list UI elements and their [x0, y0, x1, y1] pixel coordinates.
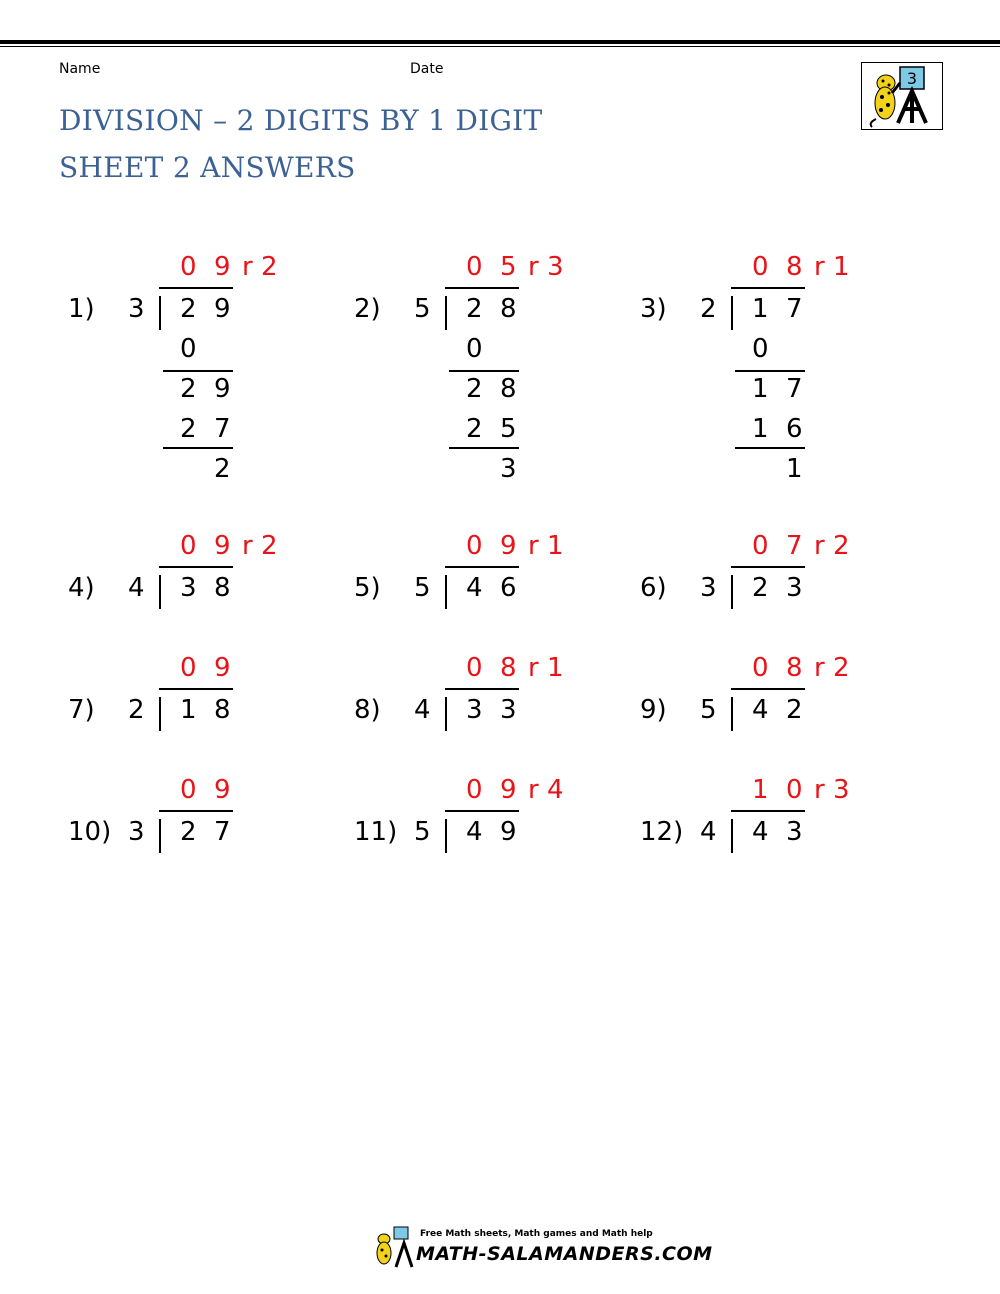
top-rule-thin [0, 46, 1000, 47]
remainder: r 1 [528, 531, 564, 561]
working-digit: 8 [500, 374, 517, 404]
problem-number: 6) [640, 573, 667, 603]
working-digit: 7 [214, 414, 231, 444]
division-bar [159, 810, 233, 812]
dividend-digit: 8 [214, 573, 231, 603]
top-rule [0, 40, 1000, 44]
division-bracket [731, 697, 733, 731]
divisor: 2 [128, 695, 145, 725]
working-digit: 7 [786, 374, 803, 404]
division-bracket [159, 575, 161, 609]
dividend-digit: 2 [180, 817, 197, 847]
division-bracket [731, 575, 733, 609]
quotient-digit: 0 [752, 252, 769, 282]
quotient-digit: 8 [500, 653, 517, 683]
quotient-digit: 9 [214, 775, 231, 805]
divisor: 4 [128, 573, 145, 603]
quotient-digit: 0 [466, 775, 483, 805]
dividend-digit: 8 [500, 294, 517, 324]
division-bracket [445, 575, 447, 609]
division-bracket [159, 819, 161, 853]
problem-12 [640, 775, 900, 1015]
name-label: Name [59, 61, 101, 77]
quotient-digit: 5 [500, 252, 517, 282]
remainder: r 3 [528, 252, 564, 282]
divisor: 5 [414, 294, 431, 324]
division-bracket [445, 819, 447, 853]
division-bar [445, 566, 519, 568]
working-digit: 2 [180, 374, 197, 404]
dividend-digit: 1 [752, 294, 769, 324]
quotient-digit: 8 [786, 252, 803, 282]
divisor: 3 [700, 573, 717, 603]
footer-tagline: Free Math sheets, Math games and Math help [420, 1229, 653, 1239]
working-digit: 3 [500, 454, 517, 484]
dividend-digit: 7 [786, 294, 803, 324]
quotient-digit: 0 [466, 531, 483, 561]
problem-number: 2) [354, 294, 381, 324]
division-bracket [731, 296, 733, 330]
dividend-digit: 7 [214, 817, 231, 847]
divisor: 2 [700, 294, 717, 324]
working-digit: 0 [180, 334, 197, 364]
division-bar [159, 287, 233, 289]
division-bar [731, 810, 805, 812]
remainder: r 2 [242, 531, 278, 561]
dividend-digit: 2 [752, 573, 769, 603]
remainder: r 2 [242, 252, 278, 282]
division-bar [445, 287, 519, 289]
division-bar [159, 566, 233, 568]
working-line [163, 370, 233, 372]
quotient-digit: 0 [752, 531, 769, 561]
footer-logo [372, 1225, 713, 1269]
problem-number: 10) [68, 817, 112, 847]
remainder: r 1 [814, 252, 850, 282]
remainder: r 3 [814, 775, 850, 805]
dividend-digit: 3 [786, 817, 803, 847]
quotient-digit: 9 [500, 775, 517, 805]
division-bracket [445, 296, 447, 330]
dividend-digit: 8 [214, 695, 231, 725]
division-bar [445, 810, 519, 812]
divisor: 4 [414, 695, 431, 725]
dividend-digit: 6 [500, 573, 517, 603]
dividend-digit: 3 [466, 695, 483, 725]
divisor: 5 [414, 573, 431, 603]
dividend-digit: 9 [214, 294, 231, 324]
logo-grade: 3 [906, 69, 918, 88]
working-line [163, 447, 233, 449]
working-digit: 2 [214, 454, 231, 484]
problem-2 [354, 252, 614, 492]
dividend-digit: 2 [786, 695, 803, 725]
division-bracket [159, 296, 161, 330]
dividend-digit: 1 [180, 695, 197, 725]
problem-number: 1) [68, 294, 95, 324]
problem-10 [68, 775, 328, 1015]
quotient-digit: 8 [786, 653, 803, 683]
division-bar [731, 287, 805, 289]
problem-3 [640, 252, 900, 492]
dividend-digit: 2 [466, 294, 483, 324]
divisor: 5 [414, 817, 431, 847]
remainder: r 2 [814, 531, 850, 561]
dividend-digit: 3 [786, 573, 803, 603]
quotient-digit: 0 [786, 775, 803, 805]
problem-number: 11) [354, 817, 398, 847]
dividend-digit: 2 [180, 294, 197, 324]
working-line [449, 370, 519, 372]
working-line [449, 447, 519, 449]
quotient-digit: 0 [180, 252, 197, 282]
working-digit: 2 [466, 374, 483, 404]
salamander-logo [861, 62, 943, 130]
division-bar [445, 688, 519, 690]
divisor: 3 [128, 817, 145, 847]
working-digit: 0 [752, 334, 769, 364]
quotient-digit: 0 [466, 653, 483, 683]
page-title: DIVISION – 2 DIGITS BY 1 DIGIT [59, 104, 543, 137]
remainder: r 2 [814, 653, 850, 683]
division-bracket [731, 819, 733, 853]
quotient-digit: 0 [180, 775, 197, 805]
problem-number: 4) [68, 573, 95, 603]
page-subtitle: SHEET 2 ANSWERS [59, 151, 356, 184]
dividend-digit: 3 [500, 695, 517, 725]
quotient-digit: 0 [466, 252, 483, 282]
problem-number: 3) [640, 294, 667, 324]
date-label: Date [410, 61, 444, 77]
division-bar [731, 688, 805, 690]
quotient-digit: 7 [786, 531, 803, 561]
dividend-digit: 4 [466, 817, 483, 847]
division-bracket [159, 697, 161, 731]
working-line [735, 447, 805, 449]
working-digit: 5 [500, 414, 517, 444]
working-digit: 1 [752, 374, 769, 404]
dividend-digit: 4 [752, 817, 769, 847]
problem-11 [354, 775, 614, 1015]
quotient-digit: 9 [214, 252, 231, 282]
quotient-digit: 9 [214, 653, 231, 683]
divisor: 3 [128, 294, 145, 324]
working-digit: 2 [180, 414, 197, 444]
dividend-digit: 9 [500, 817, 517, 847]
working-digit: 1 [786, 454, 803, 484]
quotient-digit: 9 [214, 531, 231, 561]
division-bar [731, 566, 805, 568]
working-digit: 0 [466, 334, 483, 364]
problem-number: 12) [640, 817, 684, 847]
remainder: r 1 [528, 653, 564, 683]
problem-number: 9) [640, 695, 667, 725]
footer-site: MATH-SALAMANDERS.COM [416, 1243, 713, 1265]
quotient-digit: 0 [180, 531, 197, 561]
problem-number: 7) [68, 695, 95, 725]
division-bracket [445, 697, 447, 731]
working-digit: 9 [214, 374, 231, 404]
quotient-digit: 1 [752, 775, 769, 805]
quotient-digit: 0 [752, 653, 769, 683]
working-line [735, 370, 805, 372]
division-bar [159, 688, 233, 690]
remainder: r 4 [528, 775, 564, 805]
divisor: 5 [700, 695, 717, 725]
dividend-digit: 4 [466, 573, 483, 603]
working-digit: 1 [752, 414, 769, 444]
problem-number: 5) [354, 573, 381, 603]
divisor: 4 [700, 817, 717, 847]
working-digit: 6 [786, 414, 803, 444]
problem-number: 8) [354, 695, 381, 725]
dividend-digit: 4 [752, 695, 769, 725]
quotient-digit: 9 [500, 531, 517, 561]
dividend-digit: 3 [180, 573, 197, 603]
problem-1 [68, 252, 328, 492]
quotient-digit: 0 [180, 653, 197, 683]
working-digit: 2 [466, 414, 483, 444]
footer-salamander-icon [372, 1225, 416, 1269]
